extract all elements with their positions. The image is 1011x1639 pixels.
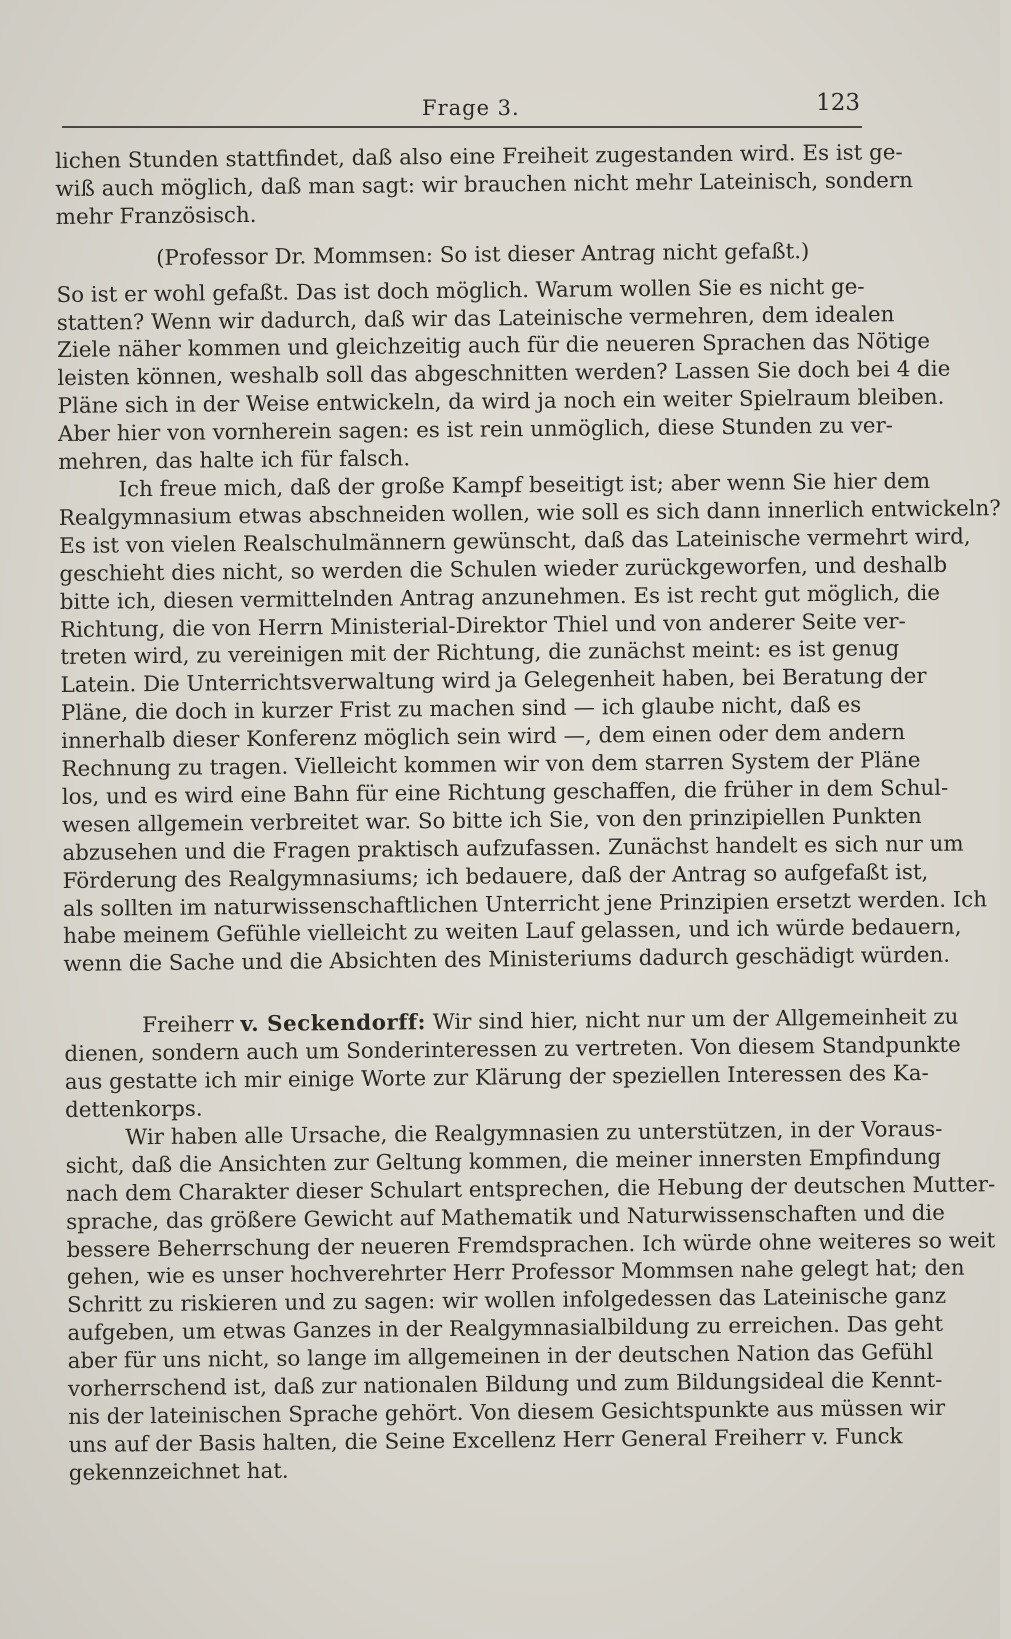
- text-line: abzusehen und die Fragen praktisch aufzufassen. Zunächst handelt es sich nur um: [62, 831, 964, 866]
- text-line: Ziele näher kommen und gleichzeitig auch für die neueren Sprachen das Nötige: [56, 329, 931, 364]
- text-line: So ist er wohl gefaßt. Das ist doch möglich. Warum wollen Sie es nicht ge-: [56, 274, 865, 308]
- text-line: gehen, wie es unser hochverehrter Herr Professor Mommsen nahe gelegt hat; den: [66, 1256, 965, 1291]
- text-line: geschieht dies nicht, so werden die Schulen wieder zurückgeworfen, und deshalb: [59, 552, 948, 587]
- running-head: Frage 3.: [422, 96, 520, 120]
- body-text: [54, 140, 1001, 1488]
- text-line: dienen, sondern auch um Sonderinteressen zu vertreten. Von diesem Standpunkte: [64, 1032, 961, 1068]
- text-line: Es ist von vielen Realschulmännern gewünscht, daß das Lateinische vermehrt wird,: [59, 524, 971, 559]
- paragraph-continuation: [54, 140, 914, 232]
- text-line: vorherrschend ist, daß zur nationalen Bildung und zum Bildungsideal die Kennt-: [67, 1367, 943, 1403]
- text-line: (Professor Dr. Mommsen: So ist dieser Antrag nicht gefaßt.): [156, 238, 810, 271]
- text-line: treten wird, zu vereinigen mit der Richtung, die zunächst meint: es ist genug: [60, 636, 900, 671]
- text-line: mehr Französisch.: [55, 202, 257, 230]
- text-line: dettenkorps.: [64, 1096, 203, 1123]
- text-line: aus gestatte ich mir einige Worte zur Klärung der speziellen Interessen des Ka-: [64, 1061, 929, 1096]
- text-line: los, und es wird eine Bahn für eine Richtung geschaffen, die früher in dem Schul-: [61, 775, 949, 810]
- text-line: Richtung, die von Herrn Ministerial-Direktor Thiel und von anderer Seite ver-: [59, 608, 906, 643]
- text-line: mehren, das halte ich für falsch.: [58, 446, 411, 476]
- text-line: sicht, daß die Ansichten zur Geltung kommen, die meiner innersten Empfindung: [65, 1144, 942, 1179]
- text-line: Wir haben alle Ursache, die Realgymnasien zu unterstützen, in der Voraus-: [125, 1116, 943, 1151]
- speaker-name: v. Seckendorff:: [240, 1010, 427, 1038]
- paragraph: [58, 468, 1001, 980]
- text-line: Rechnung zu tragen. Vielleicht kommen wir von dem starren System der Pläne: [61, 748, 921, 783]
- text-line: wiß auch möglich, daß man sagt: wir brauchen nicht mehr Lateinisch, sondern: [55, 167, 914, 202]
- text-line: Aber hier von vornherein sagen: es ist rein unmöglich, diese Stunden zu ver-: [57, 413, 894, 448]
- text-line: Förderung des Realgymnasiums; ich bedauere, daß der Antrag so aufgefaßt ist,: [62, 859, 929, 894]
- text-line: aber für uns nicht, so lange im allgemeinen in der deutschen Nation das Gefühl: [67, 1340, 934, 1375]
- paragraph: [56, 273, 951, 477]
- page-number: 123: [816, 90, 860, 116]
- page-header: [62, 86, 862, 128]
- paragraph: [65, 1116, 996, 1487]
- text-line: wenn die Sache und die Absichten des Ministeriums dadurch geschädigt würden.: [63, 943, 951, 978]
- text-line: bessere Beherrschung der neueren Fremdsprachen. Ich würde ohne weiteres so weit: [66, 1227, 996, 1263]
- text-line: aufgeben, um etwas Ganzes in der Realgymnasialbildung zu erreichen. Das geht: [67, 1312, 944, 1347]
- text-line: nis der lateinischen Sprache gehört. Von diesem Gesichtspunkte aus müssen wir: [68, 1395, 946, 1430]
- speaker-paragraph: [64, 1004, 961, 1125]
- text-line: habe meinem Gefühle vielleicht zu weiten Lauf gelassen, und ich würde bedauern,: [63, 915, 962, 950]
- text-line: Pläne, die doch in kurzer Frist zu machen sind — ich glaube nicht, daß es: [60, 692, 862, 727]
- text-line: bitte ich, diesen vermittelnden Antrag anzunehmen. Es ist recht gut möglich, die: [59, 580, 941, 615]
- text-line: Pläne sich in der Weise entwickeln, da wird ja noch ein weiter Spielraum bleiben.: [57, 384, 945, 420]
- text-line: gekennzeichnet hat.: [68, 1458, 289, 1486]
- speaker-text: Wir sind hier, nicht nur um der Allgemeinheit zu: [425, 1004, 959, 1036]
- text-line: nach dem Charakter dieser Schulart entsprechen, die Hebung der deutschen Mutter-: [65, 1171, 996, 1207]
- text-line: Schritt zu riskieren und zu sagen: wir wollen infolgedessen das Lateinische ganz: [66, 1284, 947, 1319]
- text-line: innerhalb dieser Konferenz möglich sein wird —, dem einen oder dem andern: [61, 720, 906, 755]
- text-line: lichen Stunden stattfindet, daß also eine Freiheit zugestanden wird. Es ist ge-: [54, 140, 903, 175]
- text-line: leisten können, weshalb soll das abgeschnitten werden? Lassen Sie doch bei 4 die: [57, 357, 951, 392]
- text-line: uns auf der Basis halten, die Seine Excellenz Herr General Freiherr v. Funck: [68, 1424, 903, 1458]
- text-line: statten? Wenn wir dadurch, daß wir das Lateinische vermehren, dem idealen: [56, 301, 895, 336]
- text-line: Latein. Die Unterrichtsverwaltung wird ja Gelegenheit haben, bei Beratung der: [60, 664, 927, 699]
- text-line: Realgymnasium etwas abschneiden wollen, wie soll es sich dann innerlich entwickeln?: [58, 496, 1001, 531]
- text-line: wesen allgemein verbreitet war. So bitte ich Sie, von den prinzipiellen Punkten: [61, 803, 922, 838]
- speaker-prefix: Freiherr: [142, 1012, 241, 1039]
- interjection: [56, 237, 864, 273]
- text-line: sprache, das größere Gewicht auf Mathematik und Naturwissenschaften und die: [66, 1200, 945, 1235]
- text-line: Ich freue mich, daß der große Kampf beseitigt ist; aber wenn Sie hier dem: [118, 468, 931, 503]
- text-line: als sollten im naturwissenschaftlichen Unterricht jene Prinzipien ersetzt werden. Ich: [62, 886, 988, 922]
